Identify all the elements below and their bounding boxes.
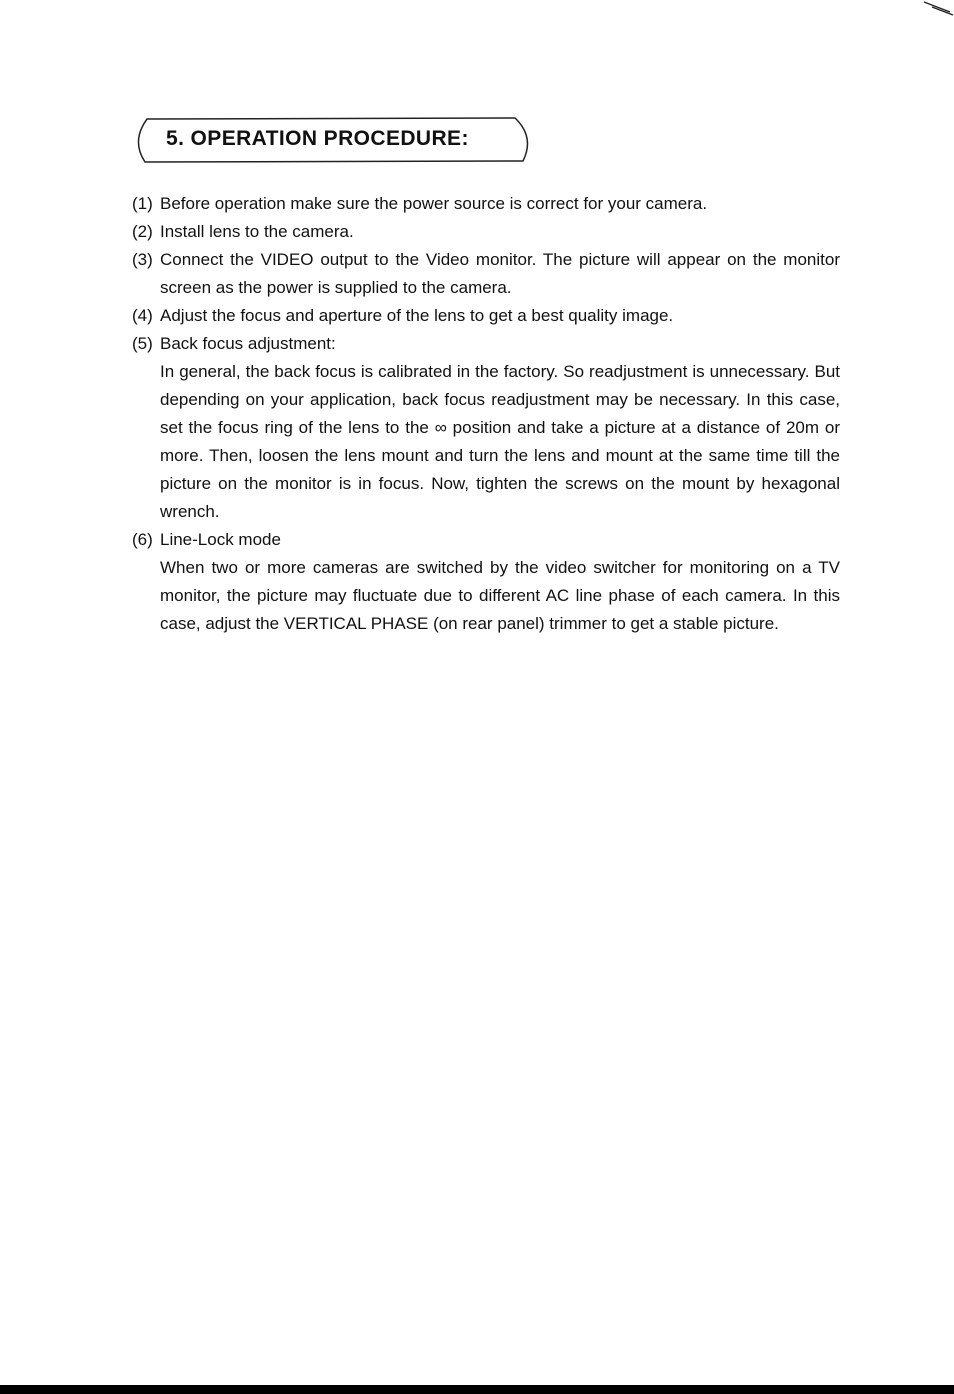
list-item [132,190,840,218]
list-item [132,330,840,526]
item-detail: In general, the back focus is calibrated in the factory. So readjustment is unnecessary. But depending on your application, back focus readjustment may be necessary. In this case, set the focus ring of the lens to the ∞ position and take a picture at a distance of 20m or more. Then, loosen the lens mount and turn the lens and mount at the same time till the picture on the monitor is in focus. Now, tighten the screws on the mount by hexagonal wrench. [160,362,840,521]
section-title: 5. OPERATION PROCEDURE: [166,127,469,150]
item-text: Adjust the focus and aperture of the lens to get a best quality image. [160,306,674,325]
item-number: (5) [132,334,153,353]
item-text: Back focus adjustment: [160,334,336,353]
list-item [132,246,840,302]
scan-edge-bar [0,1385,954,1394]
section-heading [131,117,539,163]
list-item [132,302,840,330]
item-text: Install lens to the camera. [160,222,354,241]
item-text: Line-Lock mode [160,530,281,549]
item-detail: When two or more cameras are switched by the video switcher for monitoring on a TV monitor, the picture may fluctuate due to different AC line phase of each camera. In this case, adjust the VERTICAL PHASE (on rear panel) trimmer to get a stable picture. [160,558,840,633]
item-number: (1) [132,194,153,213]
item-number: (3) [132,250,153,269]
list-item [132,526,840,638]
list-item [132,218,840,246]
item-number: (4) [132,306,153,325]
item-number: (6) [132,530,153,549]
item-text: Before operation make sure the power source is correct for your camera. [160,194,708,213]
item-text: Connect the VIDEO output to the Video monitor. The picture will appear on the monitor screen as the power is supplied to the camera. [160,250,840,297]
corner-mark [920,0,954,16]
item-number: (2) [132,222,153,241]
procedure-list [132,190,840,638]
